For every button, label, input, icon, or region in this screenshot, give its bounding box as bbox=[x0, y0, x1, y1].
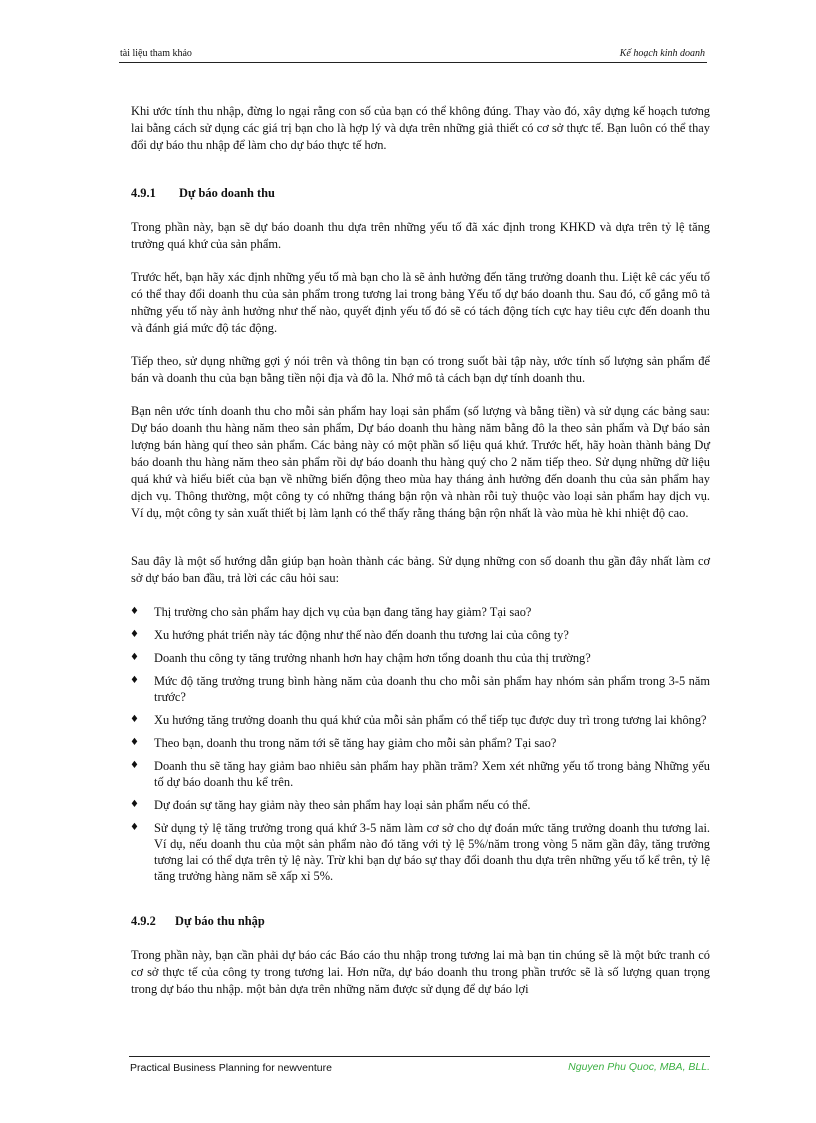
section-title: Dự báo doanh thu bbox=[179, 186, 275, 200]
list-item bbox=[131, 735, 710, 751]
list-item bbox=[131, 758, 710, 790]
section-title: Dự báo thu nhập bbox=[175, 914, 265, 928]
diamond-bullet-icon: ♦ bbox=[130, 629, 139, 640]
section-number: 4.9.1 bbox=[131, 186, 156, 200]
paragraph: Tiếp theo, sử dụng những gợi ý nói trên và thông tin bạn có trong suốt bài tập này, ước tính số lượng sản phẩm để bán và doanh thu của bạn bằng tiền nội địa và đô la. Nhớ mô tả cách bạn dự tính doanh thu. bbox=[131, 354, 710, 385]
list-item bbox=[131, 673, 710, 705]
list-item-text: Theo bạn, doanh thu trong năm tới sẽ tăng hay giảm cho mỗi sản phẩm? Tại sao? bbox=[154, 736, 557, 750]
list-item bbox=[131, 604, 710, 620]
list-item-text: Dự đoán sự tăng hay giảm này theo sản phẩm hay loại sản phẩm nếu có thể. bbox=[154, 798, 531, 812]
diamond-bullet-icon: ♦ bbox=[130, 652, 139, 663]
diamond-bullet-icon: ♦ bbox=[130, 799, 139, 810]
list-item-text: Thị trường cho sản phẩm hay dịch vụ của bạn đang tăng hay giảm? Tại sao? bbox=[154, 605, 532, 619]
page-content bbox=[131, 103, 710, 998]
paragraph: Sau đây là một số hướng dẫn giúp bạn hoàn thành các bảng. Sử dụng những con số doanh thu gần đây nhất làm cơ sở dự báo ban đầu, trả lời các câu hỏi sau: bbox=[131, 554, 710, 585]
list-item bbox=[131, 627, 710, 643]
section-number: 4.9.2 bbox=[131, 914, 156, 928]
page-footer bbox=[129, 1056, 710, 1075]
list-item-text: Doanh thu sẽ tăng hay giảm bao nhiêu sản phẩm hay phần trăm? Xem xét những yếu tố trong bảng Những yếu tố dự báo doanh thu kể trên. bbox=[154, 759, 710, 789]
footer-author-text: Nguyen Phu Quoc, MBA, BLL. bbox=[568, 1061, 710, 1073]
list-item-text: Mức độ tăng trưởng trung bình hàng năm của doanh thu cho mỗi sản phẩm hay nhóm sản phẩm trong 3-5 năm trước? bbox=[154, 674, 710, 704]
header-right-text: Kế hoạch kinh doanh bbox=[619, 48, 705, 59]
diamond-bullet-icon: ♦ bbox=[130, 737, 139, 748]
diamond-bullet-icon: ♦ bbox=[130, 606, 139, 617]
diamond-bullet-icon: ♦ bbox=[130, 822, 139, 833]
paragraph: Trong phần này, bạn sẽ dự báo doanh thu dựa trên những yếu tố đã xác định trong KHKD và dựa trên tỷ lệ tăng trưởng quá khứ của sản phẩm. bbox=[131, 220, 710, 251]
footer-left-text: Practical Business Planning for newventure bbox=[130, 1062, 332, 1074]
paragraph: Trước hết, bạn hãy xác định những yếu tố mà bạn cho là sẽ ảnh hưởng đến tăng trưởng doanh thu. Liệt kê các yếu tố có thể thay đổi doanh thu của sản phẩm trong tương lai trong bảng Yếu tố dự báo doanh thu. Sau đó, cố gắng mô tả những yếu tố này ảnh hưởng như thế nào, quyết định yếu tố đó sẽ có tách động tích cực hay tiêu cực đến doanh thu và đánh giá mức độ tác động. bbox=[131, 270, 710, 335]
intro-paragraph: Khi ước tính thu nhập, đừng lo ngại rằng con số của bạn có thể không đúng. Thay vào đó, xây dựng kế hoạch tương lai bằng cách sử dụng các giá trị bạn cho là hợp lý và dựa trên những giả thiết có cơ sở thực tế. Bạn luôn có thể thay đổi dự báo thu nhập để làm cho dự báo thực tế hơn. bbox=[131, 104, 710, 152]
list-item bbox=[131, 712, 710, 728]
section-heading-forecast-income bbox=[131, 913, 710, 930]
diamond-bullet-icon: ♦ bbox=[130, 675, 139, 686]
list-item-text: Sử dụng tỷ lệ tăng trưởng trong quá khứ 3-5 năm làm cơ sở cho dự đoán mức tăng trưởng doanh thu tương lai. Ví dụ, nếu doanh thu của một sản phẩm nào đó tăng với tỷ lệ 5%/năm trong vòng 5 năm gần đây, tăng trưởng tương lai có thể dựa trên tỷ lệ này. Trừ khi bạn dự báo sự thay đổi doanh thu dựa trên những yếu tố kể trên, tỷ lệ tăng trưởng hàng năm sẽ xấp xỉ 5%. bbox=[154, 821, 710, 883]
section-heading-forecast-revenue bbox=[131, 185, 710, 202]
list-item bbox=[131, 820, 710, 884]
diamond-bullet-icon: ♦ bbox=[130, 760, 139, 771]
list-item-text: Xu hướng phát triển này tác động như thế nào đến doanh thu tương lai của công ty? bbox=[154, 628, 569, 642]
header-left-text: tài liệu tham khảo bbox=[120, 48, 192, 59]
diamond-bullet-icon: ♦ bbox=[130, 714, 139, 725]
list-item bbox=[131, 797, 710, 813]
list-item-text: Doanh thu công ty tăng trưởng nhanh hơn hay chậm hơn tổng doanh thu của thị trường? bbox=[154, 651, 591, 665]
list-item-text: Xu hướng tăng trưởng doanh thu quá khứ của mỗi sản phẩm có thể tiếp tục được duy trì trong tương lai không? bbox=[154, 713, 707, 727]
paragraph: Bạn nên ước tính doanh thu cho mỗi sản phẩm hay loại sản phẩm (số lượng và bằng tiền) và sử dụng các bảng sau: Dự báo doanh thu hàng năm theo sản phẩm, Dự báo doanh thu hàng năm bằng đô la theo sản phẩm và Dự báo sản lượng bán hàng quí theo sản phẩm. Các bảng này có một phần số liệu quá khứ. Trước hết, hãy hoàn thành bảng Dự báo doanh thu hàng năm theo sản phẩm rồi dự báo doanh thu hàng quý cho 2 năm tiếp theo. Sử dụng những dữ liệu quá khứ và hiểu biết của bạn về những biến động theo mùa hay tháng ảnh hưởng đến doanh thu của sản phẩm hay dịch vụ. Thông thường, một công ty có những tháng bận rộn và nhàn rỗi tuỳ thuộc vào loại sản phẩm hay dịch vụ. Ví dụ, một công ty sản xuất thiết bị làm lạnh có thể thấy rằng tháng bận rộn nhất là vào mùa hè khi nhiệt độ cao. bbox=[131, 404, 710, 520]
guiding-questions-list bbox=[131, 604, 710, 884]
list-item bbox=[131, 650, 710, 666]
paragraph: Trong phần này, bạn cần phải dự báo các Báo cáo thu nhập trong tương lai mà bạn tin chúng sẽ là một bức tranh có cơ sở thực tế của công ty trong tương lai. Hơn nữa, dự báo doanh thu trong phần trước sẽ là số lượng quan trọng trong dự báo thu nhập. một bản dựa trên những năm được sử dụng để dự báo lợi bbox=[131, 948, 710, 996]
page-header bbox=[119, 46, 707, 63]
